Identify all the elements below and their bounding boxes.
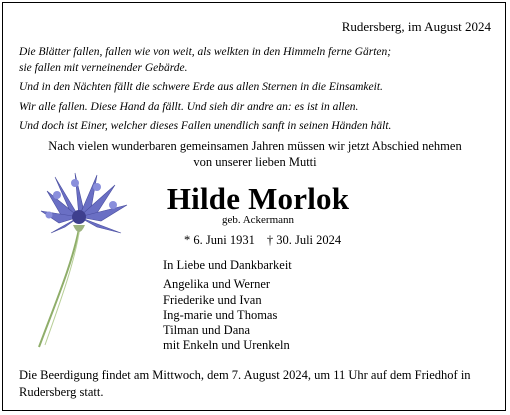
intro-line: von unserer lieben Mutti	[193, 155, 317, 169]
poem	[19, 44, 499, 134]
mourner-name: Tilman und Dana	[163, 323, 251, 338]
intro-text	[3, 138, 507, 170]
deceased-name: Hilde Morlok	[166, 181, 350, 216]
poem-line: Und doch ist Einer, welcher dieses Fallen unendlich sanft in seinen Händen hält.	[19, 119, 392, 132]
mourners-heading: In Liebe und Dankbarkeit	[163, 258, 292, 272]
obituary-notice	[2, 2, 506, 411]
funeral-info: Die Beerdigung findet am Mittwoch, dem 7. August 2024, um 11 Uhr auf dem Friedhof in Rudersberg statt.	[19, 368, 471, 399]
life-dates	[184, 233, 341, 248]
poem-line: Die Blätter fallen, fallen wie von weit, als welkten in den Himmeln ferne Gärten;	[19, 46, 392, 58]
cornflower-icon	[17, 169, 137, 349]
mourner-name: Angelika und Werner	[163, 277, 271, 292]
birth-date: * 6. Juni 1931	[184, 233, 255, 247]
intro-line: Nach vielen wunderbaren gemeinsamen Jahren müssen wir jetzt Abschied nehmen	[48, 139, 462, 153]
death-date: † 30. Juli 2024	[266, 233, 342, 247]
mourners-list	[163, 258, 292, 354]
maiden-name: geb. Ackermann	[221, 214, 295, 226]
poem-line: Und in den Nächten fällt die schwere Erde aus allen Sternen in die Einsamkeit.	[19, 81, 383, 94]
place-date: Rudersberg, im August 2024	[341, 19, 491, 34]
poem-line: sie fallen mit verneinender Gebärde.	[19, 62, 188, 75]
poem-line: Wir alle fallen. Diese Hand da fällt. Und sieh dir andre an: es ist in allen.	[19, 100, 359, 113]
mourner-name: Ing-marie und Thomas	[163, 307, 278, 322]
mourner-name: mit Enkeln und Urenkeln	[163, 338, 290, 353]
mourner-name: Friederike und Ivan	[163, 292, 262, 307]
